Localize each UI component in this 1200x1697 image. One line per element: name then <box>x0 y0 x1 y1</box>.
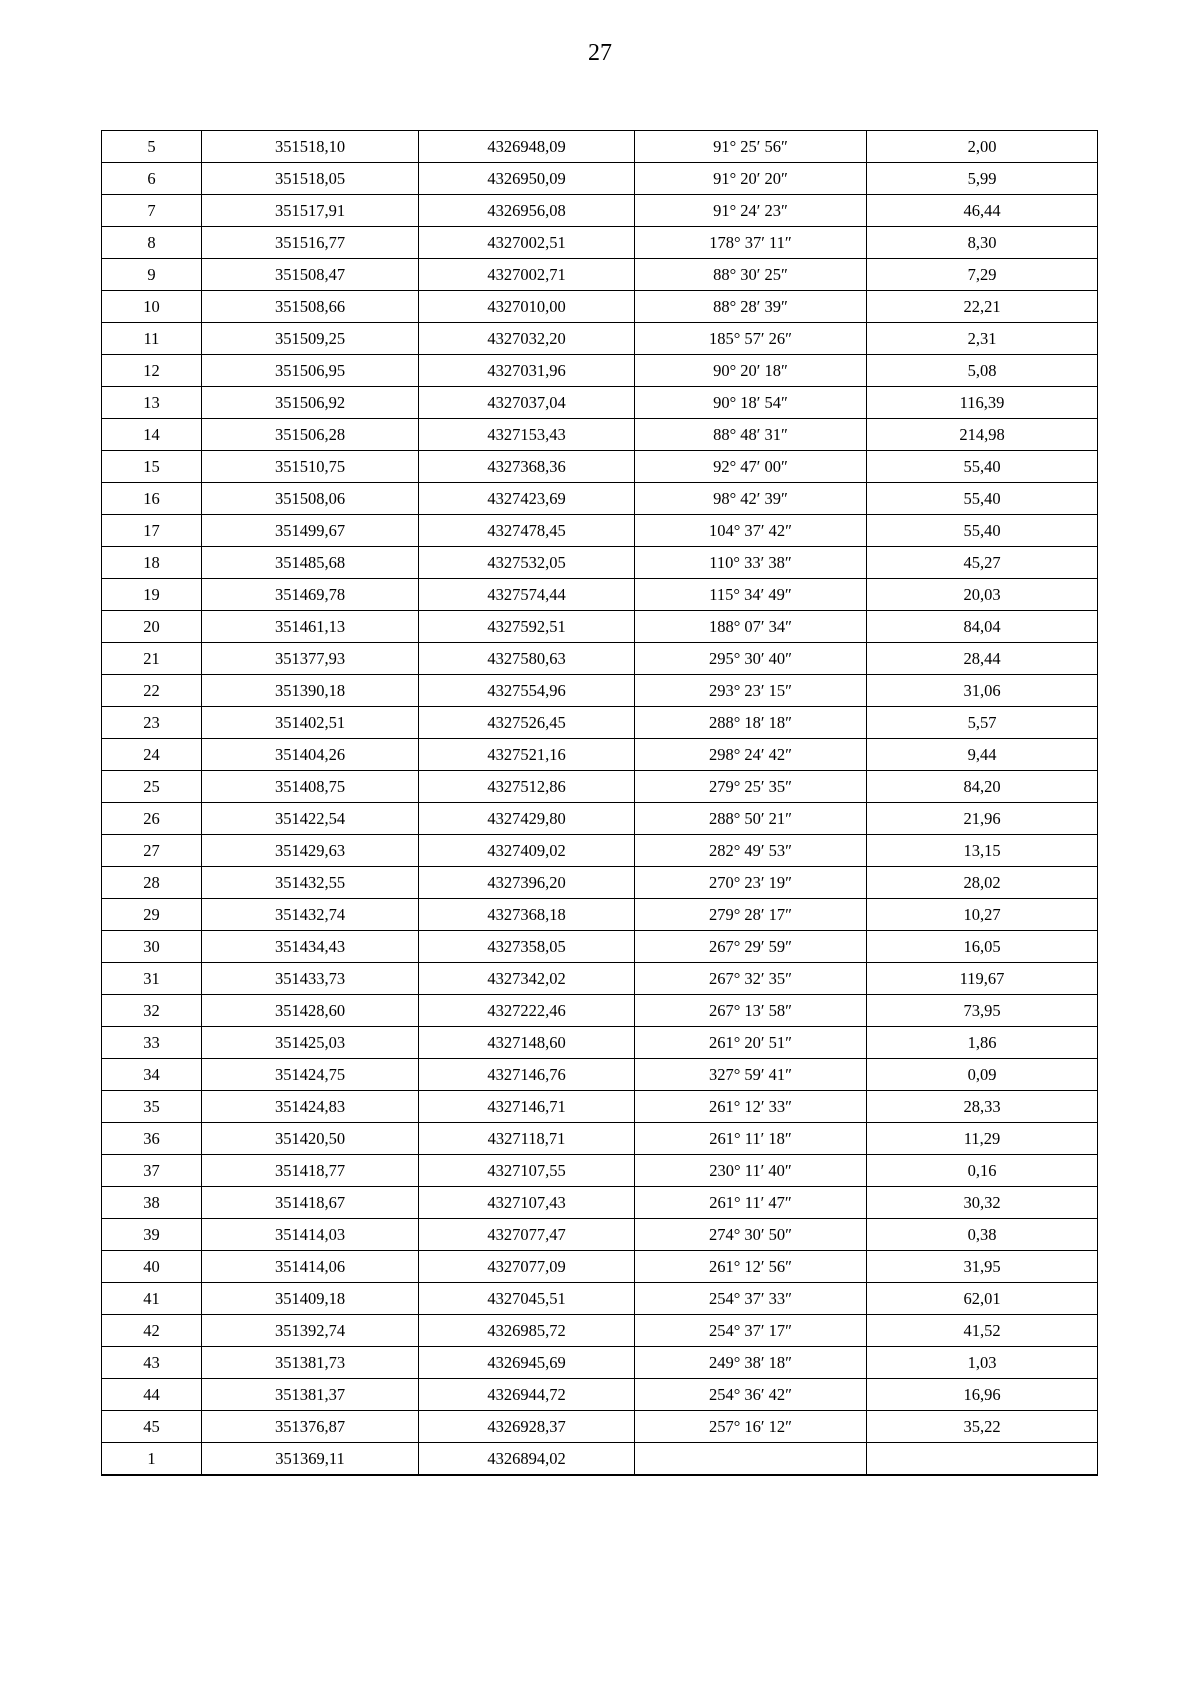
distance-cell: 45,27 <box>867 547 1098 579</box>
direction-angle-cell: 288° 18′ 18″ <box>635 707 867 739</box>
direction-angle-cell: 88° 30′ 25″ <box>635 259 867 291</box>
direction-angle-cell: 88° 28′ 39″ <box>635 291 867 323</box>
point-number-cell: 43 <box>102 1347 202 1379</box>
point-number-cell: 26 <box>102 803 202 835</box>
x-coordinate-cell: 351408,75 <box>202 771 419 803</box>
x-coordinate-cell: 351420,50 <box>202 1123 419 1155</box>
table-row <box>102 1411 1098 1443</box>
table-row <box>102 515 1098 547</box>
distance-cell: 55,40 <box>867 451 1098 483</box>
direction-angle-cell: 293° 23′ 15″ <box>635 675 867 707</box>
table-row <box>102 1315 1098 1347</box>
point-number-cell: 18 <box>102 547 202 579</box>
x-coordinate-cell: 351418,77 <box>202 1155 419 1187</box>
point-number-cell: 31 <box>102 963 202 995</box>
direction-angle-cell: 115° 34′ 49″ <box>635 579 867 611</box>
table-row <box>102 835 1098 867</box>
direction-angle-cell: 288° 50′ 21″ <box>635 803 867 835</box>
point-number-cell: 5 <box>102 131 202 163</box>
point-number-cell: 22 <box>102 675 202 707</box>
direction-angle-cell: 91° 25′ 56″ <box>635 131 867 163</box>
y-coordinate-cell: 4327031,96 <box>419 355 635 387</box>
table-row <box>102 643 1098 675</box>
y-coordinate-cell: 4327118,71 <box>419 1123 635 1155</box>
direction-angle-cell: 295° 30′ 40″ <box>635 643 867 675</box>
x-coordinate-cell: 351508,47 <box>202 259 419 291</box>
distance-cell: 5,08 <box>867 355 1098 387</box>
y-coordinate-cell: 4327032,20 <box>419 323 635 355</box>
direction-angle-cell: 279° 28′ 17″ <box>635 899 867 931</box>
point-number-cell: 42 <box>102 1315 202 1347</box>
direction-angle-cell: 261° 12′ 33″ <box>635 1091 867 1123</box>
y-coordinate-cell: 4326985,72 <box>419 1315 635 1347</box>
x-coordinate-cell: 351428,60 <box>202 995 419 1027</box>
distance-cell: 73,95 <box>867 995 1098 1027</box>
point-number-cell: 14 <box>102 419 202 451</box>
distance-cell: 1,03 <box>867 1347 1098 1379</box>
y-coordinate-cell: 4327423,69 <box>419 483 635 515</box>
direction-angle-cell: 92° 47′ 00″ <box>635 451 867 483</box>
y-coordinate-cell: 4327146,76 <box>419 1059 635 1091</box>
y-coordinate-cell: 4327526,45 <box>419 707 635 739</box>
table-row <box>102 803 1098 835</box>
coordinates-table <box>101 130 1098 1476</box>
direction-angle-cell: 91° 24′ 23″ <box>635 195 867 227</box>
distance-cell: 62,01 <box>867 1283 1098 1315</box>
table-row <box>102 771 1098 803</box>
table-row <box>102 1187 1098 1219</box>
distance-cell: 5,99 <box>867 163 1098 195</box>
distance-cell: 31,95 <box>867 1251 1098 1283</box>
distance-cell: 119,67 <box>867 963 1098 995</box>
table-row <box>102 1059 1098 1091</box>
point-number-cell: 40 <box>102 1251 202 1283</box>
table-row <box>102 355 1098 387</box>
point-number-cell: 12 <box>102 355 202 387</box>
x-coordinate-cell: 351517,91 <box>202 195 419 227</box>
point-number-cell: 8 <box>102 227 202 259</box>
direction-angle-cell: 257° 16′ 12″ <box>635 1411 867 1443</box>
table-row <box>102 323 1098 355</box>
y-coordinate-cell: 4327222,46 <box>419 995 635 1027</box>
y-coordinate-cell: 4327429,80 <box>419 803 635 835</box>
direction-angle-cell: 267° 32′ 35″ <box>635 963 867 995</box>
table-row <box>102 899 1098 931</box>
y-coordinate-cell: 4327037,04 <box>419 387 635 419</box>
x-coordinate-cell: 351418,67 <box>202 1187 419 1219</box>
direction-angle-cell: 90° 20′ 18″ <box>635 355 867 387</box>
direction-angle-cell: 188° 07′ 34″ <box>635 611 867 643</box>
x-coordinate-cell: 351508,06 <box>202 483 419 515</box>
table-row <box>102 1443 1098 1476</box>
distance-cell: 41,52 <box>867 1315 1098 1347</box>
distance-cell: 46,44 <box>867 195 1098 227</box>
distance-cell: 84,04 <box>867 611 1098 643</box>
direction-angle-cell: 98° 42′ 39″ <box>635 483 867 515</box>
table-row <box>102 675 1098 707</box>
distance-cell: 9,44 <box>867 739 1098 771</box>
table-row <box>102 131 1098 163</box>
y-coordinate-cell: 4327077,09 <box>419 1251 635 1283</box>
table-row <box>102 419 1098 451</box>
table-row <box>102 483 1098 515</box>
direction-angle-cell: 267° 29′ 59″ <box>635 931 867 963</box>
y-coordinate-cell: 4327592,51 <box>419 611 635 643</box>
table-row <box>102 227 1098 259</box>
x-coordinate-cell: 351424,75 <box>202 1059 419 1091</box>
distance-cell: 55,40 <box>867 515 1098 547</box>
point-number-cell: 32 <box>102 995 202 1027</box>
x-coordinate-cell: 351516,77 <box>202 227 419 259</box>
distance-cell: 5,57 <box>867 707 1098 739</box>
coordinates-table-body <box>102 131 1098 1476</box>
y-coordinate-cell: 4327409,02 <box>419 835 635 867</box>
y-coordinate-cell: 4327554,96 <box>419 675 635 707</box>
distance-cell: 1,86 <box>867 1027 1098 1059</box>
point-number-cell: 16 <box>102 483 202 515</box>
distance-cell <box>867 1443 1098 1476</box>
x-coordinate-cell: 351432,74 <box>202 899 419 931</box>
y-coordinate-cell: 4326944,72 <box>419 1379 635 1411</box>
point-number-cell: 29 <box>102 899 202 931</box>
y-coordinate-cell: 4327010,00 <box>419 291 635 323</box>
direction-angle-cell: 261° 12′ 56″ <box>635 1251 867 1283</box>
y-coordinate-cell: 4326945,69 <box>419 1347 635 1379</box>
distance-cell: 55,40 <box>867 483 1098 515</box>
x-coordinate-cell: 351402,51 <box>202 707 419 739</box>
table-row <box>102 931 1098 963</box>
direction-angle-cell: 261° 11′ 47″ <box>635 1187 867 1219</box>
y-coordinate-cell: 4327478,45 <box>419 515 635 547</box>
direction-angle-cell: 274° 30′ 50″ <box>635 1219 867 1251</box>
point-number-cell: 34 <box>102 1059 202 1091</box>
x-coordinate-cell: 351461,13 <box>202 611 419 643</box>
direction-angle-cell: 254° 37′ 17″ <box>635 1315 867 1347</box>
point-number-cell: 13 <box>102 387 202 419</box>
y-coordinate-cell: 4327153,43 <box>419 419 635 451</box>
direction-angle-cell: 88° 48′ 31″ <box>635 419 867 451</box>
distance-cell: 8,30 <box>867 227 1098 259</box>
distance-cell: 35,22 <box>867 1411 1098 1443</box>
point-number-cell: 41 <box>102 1283 202 1315</box>
direction-angle-cell: 327° 59′ 41″ <box>635 1059 867 1091</box>
table-row <box>102 1027 1098 1059</box>
x-coordinate-cell: 351404,26 <box>202 739 419 771</box>
point-number-cell: 27 <box>102 835 202 867</box>
y-coordinate-cell: 4326894,02 <box>419 1443 635 1476</box>
x-coordinate-cell: 351414,03 <box>202 1219 419 1251</box>
table-row <box>102 963 1098 995</box>
x-coordinate-cell: 351429,63 <box>202 835 419 867</box>
point-number-cell: 15 <box>102 451 202 483</box>
point-number-cell: 28 <box>102 867 202 899</box>
point-number-cell: 36 <box>102 1123 202 1155</box>
x-coordinate-cell: 351377,93 <box>202 643 419 675</box>
page-number: 27 <box>588 40 612 66</box>
distance-cell: 11,29 <box>867 1123 1098 1155</box>
distance-cell: 20,03 <box>867 579 1098 611</box>
distance-cell: 116,39 <box>867 387 1098 419</box>
y-coordinate-cell: 4327002,51 <box>419 227 635 259</box>
x-coordinate-cell: 351506,95 <box>202 355 419 387</box>
x-coordinate-cell: 351518,10 <box>202 131 419 163</box>
x-coordinate-cell: 351499,67 <box>202 515 419 547</box>
table-row <box>102 1155 1098 1187</box>
x-coordinate-cell: 351432,55 <box>202 867 419 899</box>
point-number-cell: 23 <box>102 707 202 739</box>
distance-cell: 21,96 <box>867 803 1098 835</box>
direction-angle-cell: 254° 37′ 33″ <box>635 1283 867 1315</box>
direction-angle-cell: 270° 23′ 19″ <box>635 867 867 899</box>
y-coordinate-cell: 4327045,51 <box>419 1283 635 1315</box>
direction-angle-cell: 279° 25′ 35″ <box>635 771 867 803</box>
x-coordinate-cell: 351485,68 <box>202 547 419 579</box>
x-coordinate-cell: 351414,06 <box>202 1251 419 1283</box>
x-coordinate-cell: 351392,74 <box>202 1315 419 1347</box>
x-coordinate-cell: 351369,11 <box>202 1443 419 1476</box>
direction-angle-cell <box>635 1443 867 1476</box>
point-number-cell: 30 <box>102 931 202 963</box>
point-number-cell: 25 <box>102 771 202 803</box>
x-coordinate-cell: 351425,03 <box>202 1027 419 1059</box>
point-number-cell: 24 <box>102 739 202 771</box>
x-coordinate-cell: 351434,43 <box>202 931 419 963</box>
y-coordinate-cell: 4327521,16 <box>419 739 635 771</box>
distance-cell: 13,15 <box>867 835 1098 867</box>
y-coordinate-cell: 4327342,02 <box>419 963 635 995</box>
point-number-cell: 37 <box>102 1155 202 1187</box>
distance-cell: 0,38 <box>867 1219 1098 1251</box>
point-number-cell: 10 <box>102 291 202 323</box>
x-coordinate-cell: 351508,66 <box>202 291 419 323</box>
x-coordinate-cell: 351506,28 <box>202 419 419 451</box>
point-number-cell: 21 <box>102 643 202 675</box>
y-coordinate-cell: 4327396,20 <box>419 867 635 899</box>
distance-cell: 28,44 <box>867 643 1098 675</box>
table-row <box>102 611 1098 643</box>
y-coordinate-cell: 4327077,47 <box>419 1219 635 1251</box>
point-number-cell: 39 <box>102 1219 202 1251</box>
y-coordinate-cell: 4327148,60 <box>419 1027 635 1059</box>
point-number-cell: 6 <box>102 163 202 195</box>
table-row <box>102 995 1098 1027</box>
y-coordinate-cell: 4327107,55 <box>419 1155 635 1187</box>
x-coordinate-cell: 351510,75 <box>202 451 419 483</box>
y-coordinate-cell: 4327512,86 <box>419 771 635 803</box>
direction-angle-cell: 91° 20′ 20″ <box>635 163 867 195</box>
table-row <box>102 259 1098 291</box>
distance-cell: 0,16 <box>867 1155 1098 1187</box>
y-coordinate-cell: 4326956,08 <box>419 195 635 227</box>
table-row <box>102 1219 1098 1251</box>
point-number-cell: 1 <box>102 1443 202 1476</box>
table-row <box>102 451 1098 483</box>
point-number-cell: 7 <box>102 195 202 227</box>
y-coordinate-cell: 4327146,71 <box>419 1091 635 1123</box>
distance-cell: 84,20 <box>867 771 1098 803</box>
y-coordinate-cell: 4327580,63 <box>419 643 635 675</box>
table-row <box>102 195 1098 227</box>
direction-angle-cell: 254° 36′ 42″ <box>635 1379 867 1411</box>
point-number-cell: 45 <box>102 1411 202 1443</box>
distance-cell: 10,27 <box>867 899 1098 931</box>
point-number-cell: 44 <box>102 1379 202 1411</box>
distance-cell: 31,06 <box>867 675 1098 707</box>
direction-angle-cell: 282° 49′ 53″ <box>635 835 867 867</box>
x-coordinate-cell: 351509,25 <box>202 323 419 355</box>
y-coordinate-cell: 4326950,09 <box>419 163 635 195</box>
y-coordinate-cell: 4327107,43 <box>419 1187 635 1219</box>
direction-angle-cell: 178° 37′ 11″ <box>635 227 867 259</box>
direction-angle-cell: 104° 37′ 42″ <box>635 515 867 547</box>
x-coordinate-cell: 351381,37 <box>202 1379 419 1411</box>
x-coordinate-cell: 351381,73 <box>202 1347 419 1379</box>
table-row <box>102 547 1098 579</box>
table-row <box>102 1283 1098 1315</box>
point-number-cell: 19 <box>102 579 202 611</box>
distance-cell: 214,98 <box>867 419 1098 451</box>
direction-angle-cell: 261° 11′ 18″ <box>635 1123 867 1155</box>
distance-cell: 28,33 <box>867 1091 1098 1123</box>
y-coordinate-cell: 4327368,18 <box>419 899 635 931</box>
y-coordinate-cell: 4326928,37 <box>419 1411 635 1443</box>
table-row <box>102 1379 1098 1411</box>
point-number-cell: 33 <box>102 1027 202 1059</box>
y-coordinate-cell: 4327574,44 <box>419 579 635 611</box>
x-coordinate-cell: 351469,78 <box>202 579 419 611</box>
point-number-cell: 38 <box>102 1187 202 1219</box>
table-row <box>102 387 1098 419</box>
point-number-cell: 35 <box>102 1091 202 1123</box>
distance-cell: 22,21 <box>867 291 1098 323</box>
direction-angle-cell: 185° 57′ 26″ <box>635 323 867 355</box>
table-row <box>102 1251 1098 1283</box>
y-coordinate-cell: 4327368,36 <box>419 451 635 483</box>
x-coordinate-cell: 351422,54 <box>202 803 419 835</box>
x-coordinate-cell: 351506,92 <box>202 387 419 419</box>
direction-angle-cell: 249° 38′ 18″ <box>635 1347 867 1379</box>
distance-cell: 16,05 <box>867 931 1098 963</box>
x-coordinate-cell: 351409,18 <box>202 1283 419 1315</box>
table-row <box>102 707 1098 739</box>
table-row <box>102 739 1098 771</box>
distance-cell: 0,09 <box>867 1059 1098 1091</box>
direction-angle-cell: 90° 18′ 54″ <box>635 387 867 419</box>
x-coordinate-cell: 351390,18 <box>202 675 419 707</box>
y-coordinate-cell: 4327358,05 <box>419 931 635 963</box>
distance-cell: 2,31 <box>867 323 1098 355</box>
table-row <box>102 579 1098 611</box>
table-row <box>102 1347 1098 1379</box>
direction-angle-cell: 261° 20′ 51″ <box>635 1027 867 1059</box>
x-coordinate-cell: 351518,05 <box>202 163 419 195</box>
distance-cell: 7,29 <box>867 259 1098 291</box>
y-coordinate-cell: 4326948,09 <box>419 131 635 163</box>
direction-angle-cell: 110° 33′ 38″ <box>635 547 867 579</box>
point-number-cell: 11 <box>102 323 202 355</box>
distance-cell: 16,96 <box>867 1379 1098 1411</box>
x-coordinate-cell: 351424,83 <box>202 1091 419 1123</box>
table-row <box>102 291 1098 323</box>
table-row <box>102 1091 1098 1123</box>
table-row <box>102 163 1098 195</box>
x-coordinate-cell: 351376,87 <box>202 1411 419 1443</box>
point-number-cell: 17 <box>102 515 202 547</box>
distance-cell: 30,32 <box>867 1187 1098 1219</box>
x-coordinate-cell: 351433,73 <box>202 963 419 995</box>
table-row <box>102 867 1098 899</box>
distance-cell: 2,00 <box>867 131 1098 163</box>
direction-angle-cell: 230° 11′ 40″ <box>635 1155 867 1187</box>
direction-angle-cell: 298° 24′ 42″ <box>635 739 867 771</box>
table-row <box>102 1123 1098 1155</box>
direction-angle-cell: 267° 13′ 58″ <box>635 995 867 1027</box>
distance-cell: 28,02 <box>867 867 1098 899</box>
y-coordinate-cell: 4327002,71 <box>419 259 635 291</box>
y-coordinate-cell: 4327532,05 <box>419 547 635 579</box>
point-number-cell: 9 <box>102 259 202 291</box>
point-number-cell: 20 <box>102 611 202 643</box>
